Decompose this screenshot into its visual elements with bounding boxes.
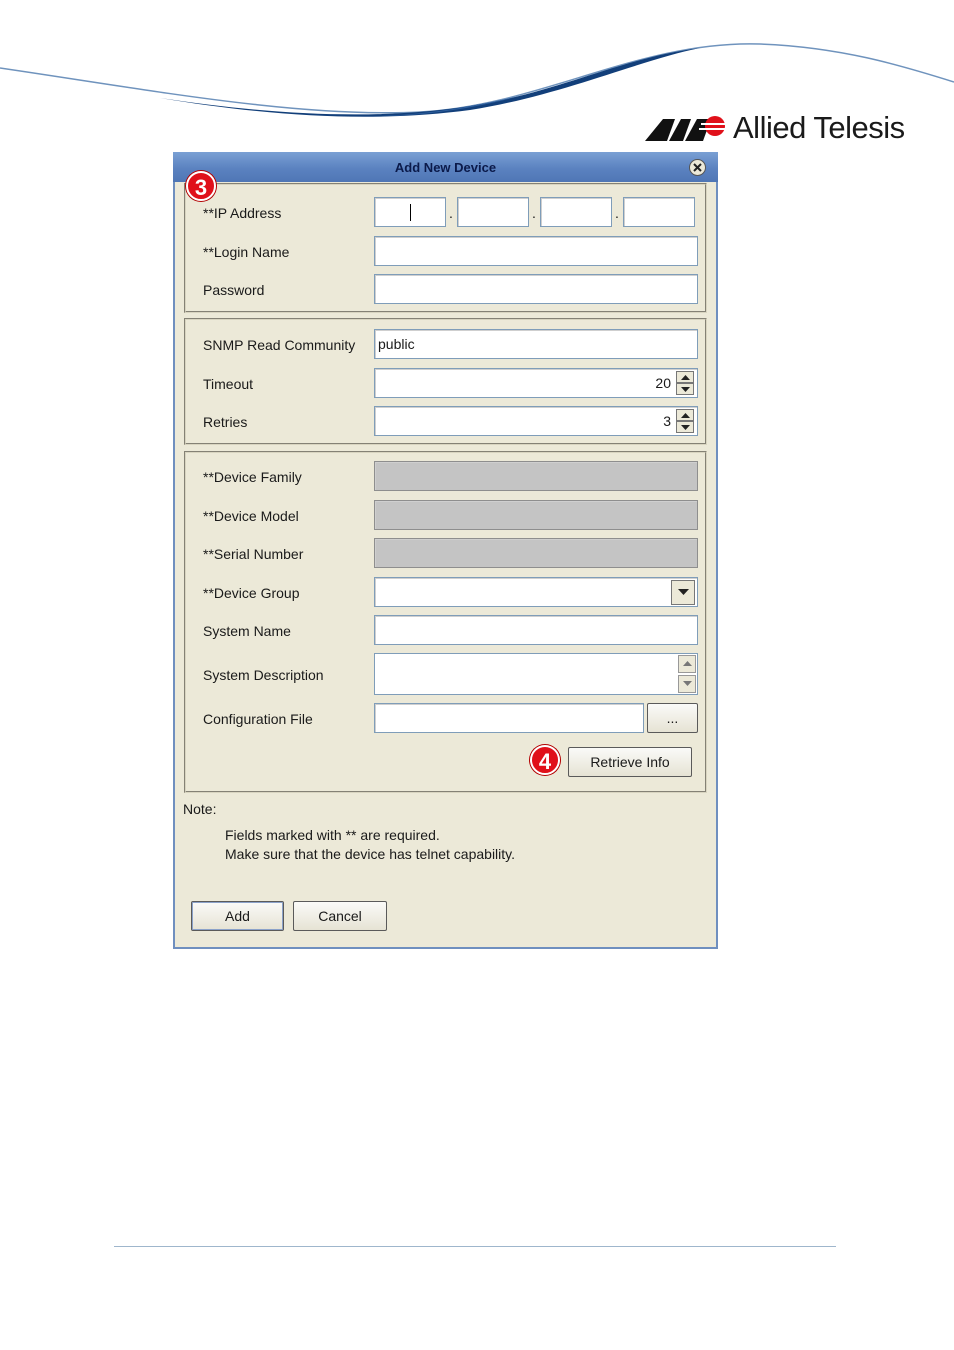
scroll-up-button[interactable] <box>678 655 696 673</box>
snmp-community-field[interactable]: public <box>374 329 698 359</box>
arrow-down-icon <box>681 425 690 430</box>
device-model-label: **Device Model <box>203 508 299 524</box>
serial-number-label: **Serial Number <box>203 546 304 562</box>
device-model-field <box>374 500 698 530</box>
note-line-required: Fields marked with ** are required. <box>225 827 440 843</box>
system-description-field[interactable] <box>374 653 698 695</box>
add-new-device-dialog <box>173 152 718 949</box>
cancel-button[interactable]: Cancel <box>293 901 387 931</box>
step-3-callout: 3 <box>186 171 216 201</box>
allied-telesis-mark-icon <box>645 113 727 143</box>
device-group-select[interactable] <box>374 577 698 607</box>
login-group <box>184 183 707 313</box>
timeout-label: Timeout <box>203 376 254 392</box>
retrieve-info-button[interactable]: Retrieve Info <box>568 747 692 777</box>
ip-octet-2[interactable] <box>457 197 529 227</box>
retries-label: Retries <box>203 414 248 430</box>
chevron-down-icon <box>678 589 689 595</box>
system-name-field[interactable] <box>374 615 698 645</box>
device-family-label: **Device Family <box>203 469 302 485</box>
close-icon <box>693 163 702 172</box>
arrow-down-icon <box>683 681 692 686</box>
system-description-label: System Description <box>203 667 324 683</box>
allied-telesis-logo <box>645 108 905 148</box>
login-name-label: **Login Name <box>203 244 290 260</box>
arrow-up-icon <box>681 375 690 380</box>
device-group <box>184 451 707 793</box>
arrow-down-icon <box>681 387 690 392</box>
configuration-file-field[interactable] <box>374 703 644 733</box>
ip-separator: . <box>449 205 453 221</box>
retries-spinner-buttons <box>676 409 694 433</box>
password-field[interactable] <box>374 274 698 304</box>
vertical-scrollbar[interactable] <box>678 655 696 693</box>
device-family-field <box>374 461 698 491</box>
logo-wordmark: Allied Telesis <box>733 110 905 145</box>
scroll-down-button[interactable] <box>678 675 696 693</box>
note-line-telnet: Make sure that the device has telnet capability. <box>225 846 516 862</box>
dropdown-button[interactable] <box>671 580 695 605</box>
timeout-spinner[interactable] <box>374 368 698 398</box>
text-caret <box>410 204 411 221</box>
dialog-titlebar[interactable] <box>173 152 718 182</box>
footer-divider <box>114 1246 836 1247</box>
timeout-spinner-buttons <box>676 371 694 395</box>
ip-octet-3[interactable] <box>540 197 612 227</box>
password-label: Password <box>203 282 265 298</box>
note-heading: Note: <box>183 801 217 817</box>
ip-separator: . <box>615 205 619 221</box>
spin-up-button[interactable] <box>676 371 694 383</box>
dialog-title: Add New Device <box>394 160 497 175</box>
timeout-value: 20 <box>655 375 671 391</box>
snmp-community-label: SNMP Read Community <box>203 337 356 353</box>
device-group-label: **Device Group <box>203 585 300 601</box>
ip-octet-1[interactable] <box>374 197 446 227</box>
step-4-callout: 4 <box>530 745 560 775</box>
serial-number-field <box>374 538 698 568</box>
ip-separator: . <box>532 205 536 221</box>
login-name-field[interactable] <box>374 236 698 266</box>
spin-down-button[interactable] <box>676 383 694 395</box>
spin-up-button[interactable] <box>676 409 694 421</box>
snmp-group <box>184 318 707 445</box>
arrow-up-icon <box>683 661 692 666</box>
ip-address-label: **IP Address <box>203 205 282 221</box>
retries-spinner[interactable] <box>374 406 698 436</box>
add-button[interactable]: Add <box>191 901 284 931</box>
ip-octet-4[interactable] <box>623 197 695 227</box>
browse-button[interactable]: ... <box>647 703 698 733</box>
close-button[interactable] <box>689 159 706 176</box>
configuration-file-label: Configuration File <box>203 711 313 727</box>
arrow-up-icon <box>681 413 690 418</box>
system-name-label: System Name <box>203 623 291 639</box>
spin-down-button[interactable] <box>676 421 694 433</box>
retries-value: 3 <box>663 413 671 429</box>
